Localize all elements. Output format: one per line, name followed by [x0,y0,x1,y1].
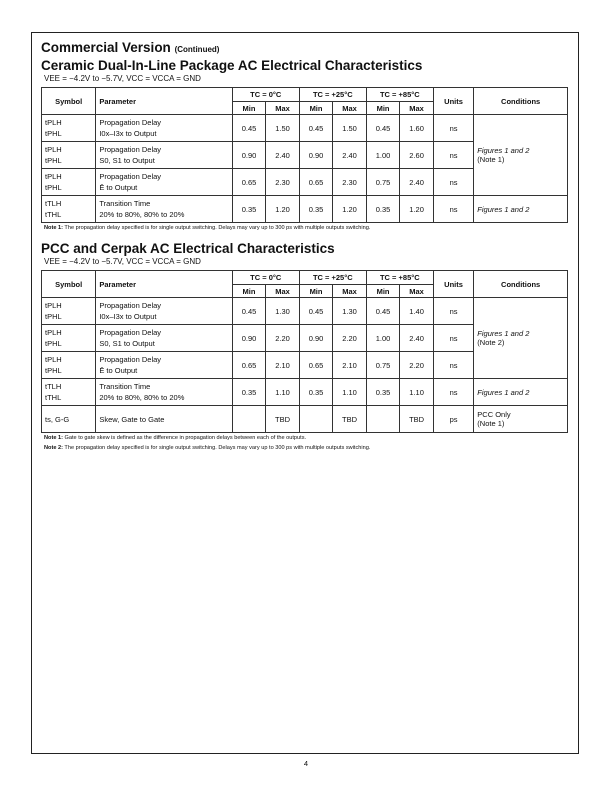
symbol-2: tTHL [45,393,62,402]
value-cell: 0.35 [366,379,400,406]
col-min: Min [299,102,333,115]
parameter-name: Propagation Delay [99,172,162,181]
value-cell: 2.10 [333,352,367,379]
value-cell [366,406,400,433]
symbol-1: tPLH [45,301,62,310]
note-label: Note 1: [44,225,63,231]
parameter-name: Transition Time [99,199,151,208]
col-max: Max [333,285,367,298]
conditions-pcc: PCC Only [477,410,511,419]
col-tc0: TC = 0°C [232,88,299,102]
symbol-1: tPLH [45,355,62,364]
col-parameter: Parameter [96,271,232,298]
parameter-name: Propagation Delay [99,355,162,364]
col-min: Min [299,285,333,298]
col-units: Units [433,271,473,298]
unit-cell: ns [433,115,473,142]
parameter-name: Transition Time [99,382,151,391]
value-cell: 1.30 [266,298,300,325]
parameter-name: Propagation Delay [99,301,162,310]
table1-note1 [44,224,571,233]
table-row [42,196,568,223]
symbol-1: ts, G-G [45,414,70,424]
value-cell: 0.45 [299,115,333,142]
table-row [42,379,568,406]
col-conditions: Conditions [474,88,568,115]
value-cell: 2.10 [266,352,300,379]
value-cell [299,406,333,433]
value-cell: 1.50 [266,115,300,142]
table2-conditions: VEE = −4.2V to −5.7V, VCC = VCCA = GND [44,257,201,266]
parameter-detail: S0, S1 to Output [99,339,155,348]
symbol-2: tPHL [45,156,62,165]
col-tc25: TC = +25°C [299,271,366,285]
value-cell: 0.35 [366,196,400,223]
conditions-figures: Figures 1 and 2 [477,146,530,155]
unit-cell: ns [433,298,473,325]
table2-note2 [44,444,571,453]
col-symbol: Symbol [42,271,96,298]
unit-cell: ns [433,169,473,196]
value-cell: 0.90 [299,142,333,169]
symbol-2: tPHL [45,366,62,375]
unit-cell: ns [433,325,473,352]
parameter-detail: S0, S1 to Output [99,156,155,165]
value-cell: 1.20 [333,196,367,223]
parameter-detail: 20% to 80%, 80% to 20% [99,393,185,402]
value-cell: 0.45 [299,298,333,325]
col-tc25: TC = +25°C [299,88,366,102]
value-cell: 2.40 [400,325,434,352]
parameter-detail: 20% to 80%, 80% to 20% [99,210,185,219]
value-cell: 1.20 [400,196,434,223]
unit-cell: ns [433,196,473,223]
col-symbol: Symbol [42,88,96,115]
parameter-name: Skew, Gate to Gate [99,414,165,424]
section-heading-suffix: (Continued) [174,45,220,54]
unit-cell: ns [433,142,473,169]
value-cell: 1.50 [333,115,367,142]
page-number: 4 [303,759,309,768]
value-cell: 1.00 [366,325,400,352]
symbol-1: tTLH [45,199,62,208]
value-cell: 2.20 [266,325,300,352]
symbol-1: tPLH [45,328,62,337]
value-cell: 1.00 [366,142,400,169]
unit-cell: ns [433,379,473,406]
table2-title: PCC and Cerpak AC Electrical Characteristics [41,241,335,256]
conditions-note: (Note 1) [477,155,505,164]
value-cell: 2.30 [266,169,300,196]
parameter-detail: I0x–I3x to Output [99,312,157,321]
unit-cell: ns [433,352,473,379]
value-cell: TBD [333,406,367,433]
symbol-1: tPLH [45,145,62,154]
value-cell: 0.65 [232,169,266,196]
col-tc85: TC = +85°C [366,271,433,285]
value-cell: 1.60 [400,115,434,142]
section-heading [41,40,571,58]
symbol-2: tPHL [45,339,62,348]
parameter-detail: Ē to Output [99,366,138,375]
col-min: Min [366,285,400,298]
value-cell: 2.60 [400,142,434,169]
table1 [41,87,568,223]
col-max: Max [400,285,434,298]
symbol-2: tPHL [45,312,62,321]
parameter-detail: I0x–I3x to Output [99,129,157,138]
parameter-detail: Ē to Output [99,183,138,192]
page-content [41,40,571,453]
note-label: Note 2: [44,445,63,451]
col-tc0: TC = 0°C [232,271,299,285]
value-cell: 1.10 [333,379,367,406]
value-cell: 0.65 [299,352,333,379]
col-units: Units [433,88,473,115]
conditions-cell [474,406,568,433]
value-cell: 2.20 [333,325,367,352]
value-cell: 0.75 [366,169,400,196]
value-cell: 1.20 [266,196,300,223]
value-cell: 0.90 [299,325,333,352]
value-cell: 0.90 [232,325,266,352]
value-cell: 0.35 [232,196,266,223]
parameter-name: Propagation Delay [99,328,162,337]
col-max: Max [266,102,300,115]
conditions-note: (Note 2) [477,338,505,347]
value-cell: 2.30 [333,169,367,196]
value-cell: 0.45 [232,298,266,325]
symbol-1: tPLH [45,118,62,127]
value-cell: 0.35 [299,196,333,223]
symbol-1: tPLH [45,172,62,181]
value-cell: 0.90 [232,142,266,169]
col-max: Max [400,102,434,115]
conditions-note: (Note 1) [477,419,505,428]
value-cell: TBD [266,406,300,433]
table-row [42,406,568,433]
value-cell: 1.30 [333,298,367,325]
value-cell [232,406,266,433]
value-cell: 0.35 [299,379,333,406]
col-conditions: Conditions [474,271,568,298]
value-cell: TBD [400,406,434,433]
section-heading-text: Commercial Version [41,40,171,55]
value-cell: 0.45 [366,115,400,142]
value-cell: 0.65 [299,169,333,196]
value-cell: 0.45 [366,298,400,325]
symbol-2: tPHL [45,183,62,192]
note-label: Note 1: [44,435,63,441]
col-parameter: Parameter [96,88,232,115]
col-min: Min [366,102,400,115]
conditions-figures: Figures 1 and 2 [477,329,530,338]
conditions-cell [474,115,568,196]
value-cell: 1.10 [266,379,300,406]
parameter-name: Propagation Delay [99,145,162,154]
unit-cell: ps [433,406,473,433]
symbol-1: tTLH [45,382,62,391]
table2 [41,270,568,433]
col-max: Max [333,102,367,115]
note-text: Gate to gate skew is defined as the difference in propagation delays between each of the outputs. [64,435,307,441]
value-cell: 0.75 [366,352,400,379]
col-min: Min [232,102,266,115]
table-row [42,298,568,325]
value-cell: 1.10 [400,379,434,406]
value-cell: 2.40 [266,142,300,169]
value-cell: 0.35 [232,379,266,406]
table2-note1 [44,434,571,443]
note-text: The propagation delay specified is for single output switching. Delays may vary up to 300 ps with multiple outputs switching. [64,225,371,231]
conditions-cell: Figures 1 and 2 [474,196,568,223]
value-cell: 0.45 [232,115,266,142]
col-tc85: TC = +85°C [366,88,433,102]
value-cell: 1.40 [400,298,434,325]
parameter-name: Propagation Delay [99,118,162,127]
value-cell: 2.40 [333,142,367,169]
table1-conditions: VEE = −4.2V to −5.7V, VCC = VCCA = GND [44,74,201,83]
conditions-cell: Figures 1 and 2 [474,379,568,406]
col-min: Min [232,285,266,298]
conditions-cell [474,298,568,379]
col-max: Max [266,285,300,298]
note-text: The propagation delay specified is for single output switching. Delays may vary up to 300 ps with multiple outputs switching. [64,445,371,451]
value-cell: 2.40 [400,169,434,196]
symbol-2: tPHL [45,129,62,138]
value-cell: 2.20 [400,352,434,379]
table-row [42,115,568,142]
table1-title: Ceramic Dual-In-Line Package AC Electrical Characteristics [41,58,423,73]
symbol-2: tTHL [45,210,62,219]
value-cell: 0.65 [232,352,266,379]
